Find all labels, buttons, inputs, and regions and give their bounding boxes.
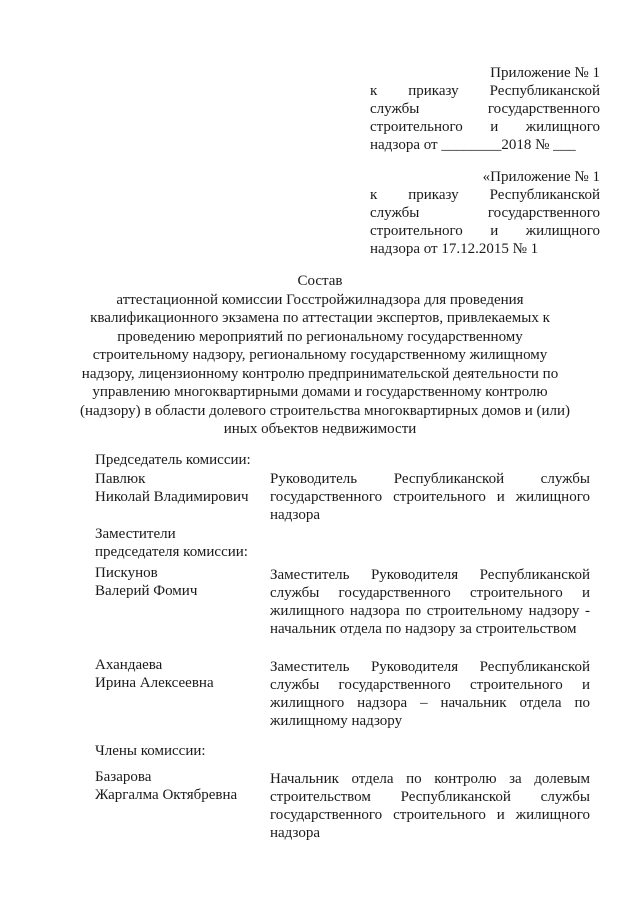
appendix-old-title: «Приложение № 1	[482, 169, 600, 185]
appendix-new-line: надзора от ________2018 № ___	[370, 137, 576, 153]
appendix-new-title: Приложение № 1	[490, 65, 600, 81]
position-line: Руководитель Республиканской службы	[270, 471, 590, 487]
position-line: начальник отдела по надзору за строительством	[270, 621, 577, 637]
position-line: Заместитель Руководителя Республиканской	[270, 659, 590, 675]
section-chairman-label: Председатель комиссии:	[95, 452, 251, 468]
appendix-new-line: к приказу Республиканской	[370, 83, 600, 99]
appendix-new-line: строительного и жилищного	[370, 119, 600, 135]
member-name	[95, 470, 265, 506]
member-position	[270, 770, 590, 842]
document-title: Состав	[297, 273, 343, 289]
appendix-old-line: надзора от 17.12.2015 № 1	[370, 241, 539, 257]
section-deputies-label	[95, 525, 248, 561]
member-given-name: Валерий Фомич	[95, 583, 198, 599]
appendix-old-line: службы государственного	[370, 205, 600, 221]
member-name	[95, 768, 265, 804]
member-surname: Пискунов	[95, 565, 158, 581]
appendix-old	[370, 168, 600, 258]
position-line: жилищному надзору	[270, 713, 403, 729]
position-line: службы государственного строительного и	[270, 677, 590, 693]
position-line: надзора	[270, 507, 320, 523]
position-line: Заместитель Руководителя Республиканской	[270, 567, 590, 583]
member-given-name: Жаргалма Октябревна	[95, 787, 238, 803]
heading-line: квалификационного экзамена по аттестации экспертов, привлекаемых к	[90, 310, 550, 326]
heading-line: иных объектов недвижимости	[223, 421, 417, 437]
member-given-name: Николай Владимирович	[95, 489, 249, 505]
member-surname: Ахандаева	[95, 657, 163, 673]
heading-line: проведению мероприятий по региональному государственному	[117, 328, 523, 345]
member-position	[270, 470, 590, 524]
heading-line: (надзору) в области долевого строительства многоквартирных домов и (или)	[80, 402, 571, 419]
member-surname: Базарова	[95, 769, 152, 785]
position-line: государственного строительного и жилищного	[270, 807, 590, 823]
member-name	[95, 564, 265, 600]
position-line: жилищного надзора по строительному надзору -	[270, 603, 590, 619]
position-line: государственного строительного и жилищного	[270, 489, 590, 505]
heading-line: аттестационной комиссии Госстройжилнадзора для проведения	[116, 291, 524, 308]
heading-line: строительному надзору, региональному государственному жилищному	[92, 347, 548, 363]
member-surname: Павлюк	[95, 471, 146, 487]
member-position	[270, 566, 590, 638]
heading-line: надзору, лицензионному контролю предпринимательской деятельности по	[81, 365, 559, 382]
position-line: строительством Республиканской службы	[270, 789, 590, 805]
member-given-name: Ирина Алексеевна	[95, 675, 214, 691]
heading-line: управлению многоквартирными домами и государственному контролю	[92, 384, 548, 400]
position-line: Начальник отдела по контролю за долевым	[270, 771, 590, 787]
position-line: службы государственного строительного и	[270, 585, 590, 601]
document-heading	[80, 272, 571, 439]
position-line: жилищного надзора – начальник отдела по	[270, 695, 590, 711]
section-deputies-line: председателя комиссии:	[95, 544, 248, 560]
section-members-label: Члены комиссии:	[95, 743, 206, 759]
position-line: надзора	[270, 825, 320, 841]
member-name	[95, 656, 265, 692]
appendix-old-line: к приказу Республиканской	[370, 187, 600, 203]
appendix-old-line: строительного и жилищного	[370, 223, 600, 239]
section-deputies-line: Заместители	[95, 526, 176, 542]
appendix-new-line: службы государственного	[370, 101, 600, 117]
member-position	[270, 658, 590, 730]
appendix-new	[370, 64, 600, 154]
